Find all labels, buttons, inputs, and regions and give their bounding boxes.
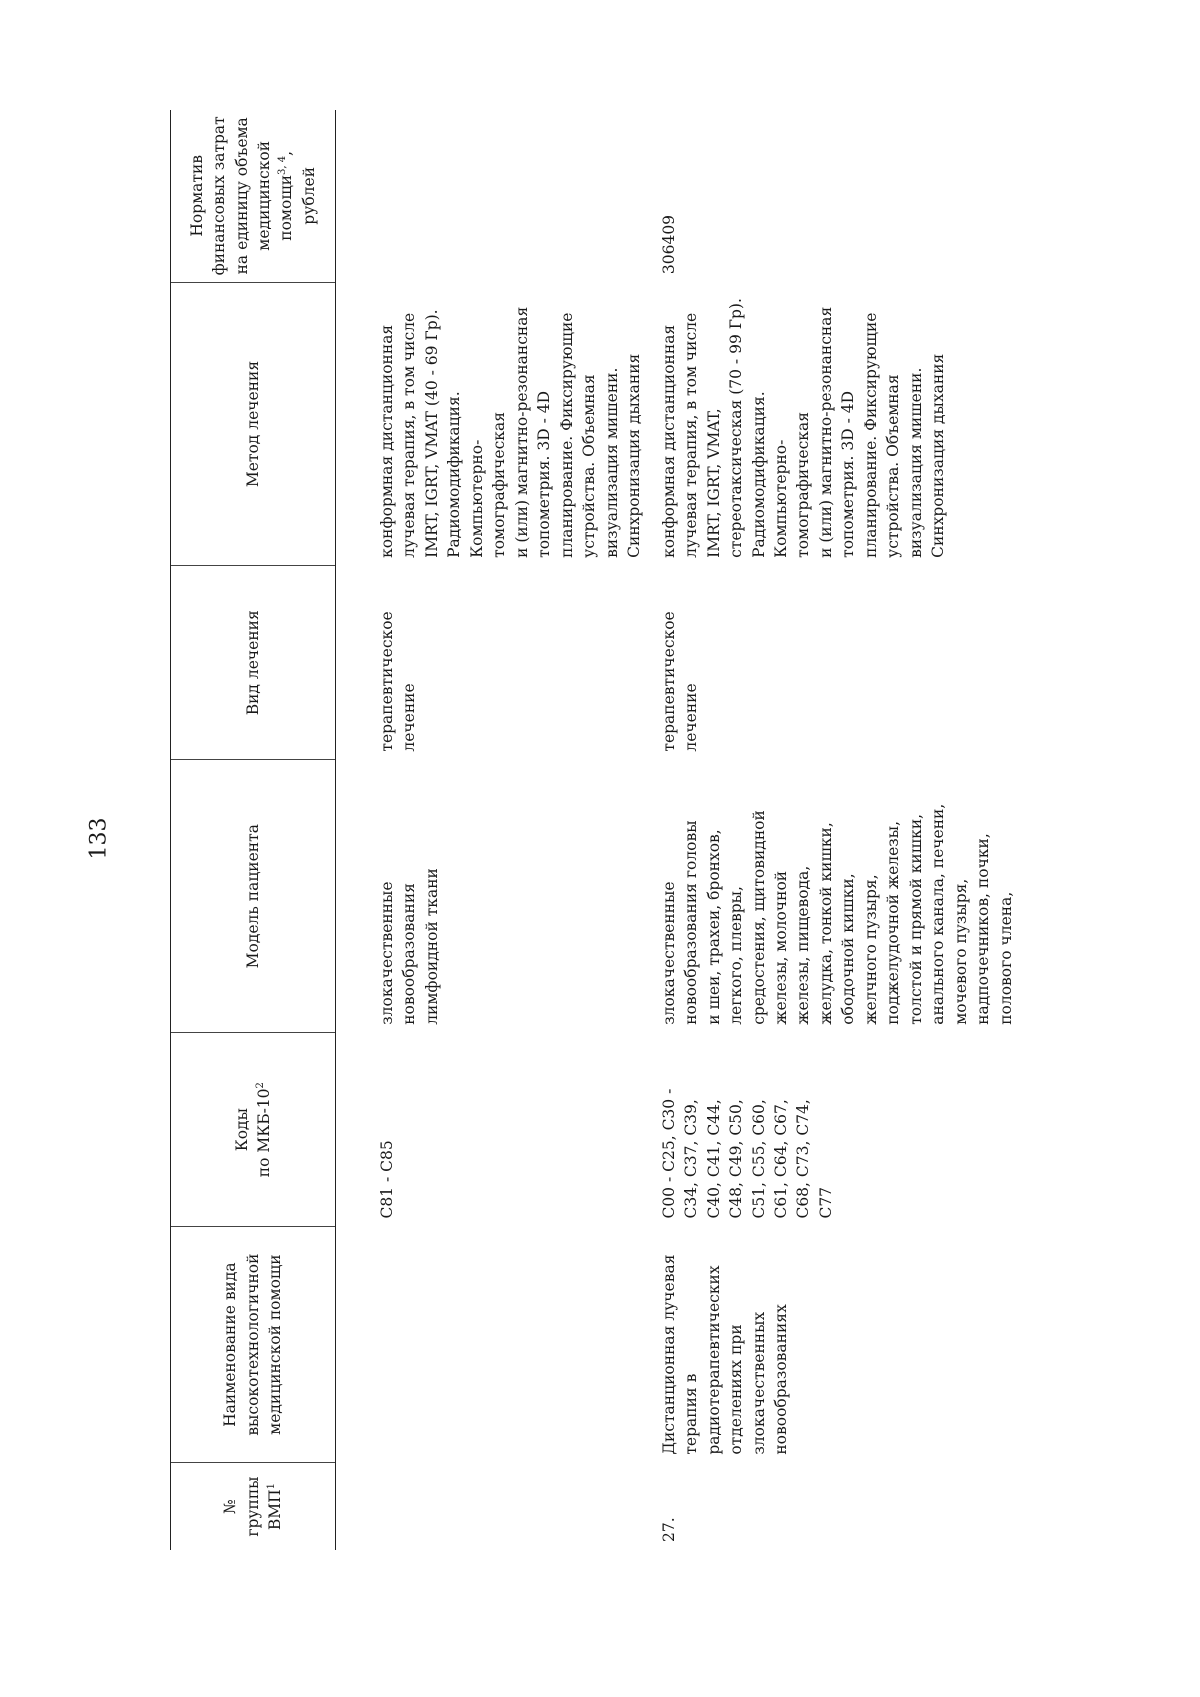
cell-treatment-method: конформная дистанционная лучевая терапия, в том числе IMRT, IGRT, VMAT, стереотаксическая (70 - 99 Гр). Радиомодификация. Компьютерно- томографическая и (или) магнитно-резонансная топометрия. 3D - 4D планирование. Фиксирующие устройства. Объемная визуализация мишени. Синхронизация дыхания — [659, 298, 948, 558]
table-header-row — [171, 110, 336, 1550]
cell-group-no — [336, 1463, 652, 1550]
cell-norm: 306409 — [659, 214, 678, 275]
header-treatment-type: Вид лечения — [171, 566, 336, 760]
header-group-no: № группы ВМП$^1$ — [171, 1463, 336, 1550]
cell-codes: C00 - C25, C30 - C34, C37, C39, C40, C41, C44, C48, C49, C50, C51, C55, C60, C61, C64, C67, C68, C73, C74, C77 — [659, 1088, 835, 1219]
cell-group-no: 27. — [659, 1517, 678, 1542]
vmp-table — [170, 110, 1023, 1550]
cell-norm — [336, 110, 652, 282]
cell-patient-model: злокачественные новообразования лимфоидной ткани — [378, 868, 441, 1025]
cell-treatment-type: терапевтическое лечение — [378, 611, 419, 752]
header-codes: Коды по МКБ-$10^2$ — [171, 1033, 336, 1227]
cell-patient-model: злокачественные новообразования головы и шеи, трахеи, бронхов, легкого, плевры, средостения, щитовидной железы, молочной железы, пищевода, желудка, тонкой кишки, ободочной кишки, желчного пузыря, поджелудочной железы, толстой и прямой кишки, анального канала, печени, мочевого пузыря, надпочечников, почки, полового члена, — [659, 803, 1015, 1025]
rotated-table-sheet — [170, 110, 1190, 1550]
cell-treatment-type: терапевтическое лечение — [659, 611, 701, 752]
table-row — [652, 110, 1024, 1550]
header-norm: Норматив финансовых затрат на единицу объема медицинской помощи$^{3, 4}$, рублей — [171, 110, 336, 282]
table-row — [336, 110, 652, 1550]
header-patient-model: Модель пациента — [171, 760, 336, 1033]
header-vmp-name: Наименование вида высокотехнологичной медицинской помощи — [171, 1227, 336, 1463]
cell-vmp-name — [336, 1227, 652, 1463]
header-treatment-method: Метод лечения — [171, 282, 336, 566]
cell-codes: C81 - C85 — [378, 1140, 396, 1219]
cell-vmp-name: Дистанционная лучевая терапия в радиотерапевтических отделениях при злокачественных новообразованиях — [659, 1254, 790, 1455]
cell-treatment-method: конформная дистанционная лучевая терапия, в том числе IMRT, IGRT, VMAT (40 - 69 Гр). Радиомодификация. Компьютерно- томографическая и (или) магнитно-резонансная топометрия. 3D - 4D планирование. Фиксирующие устройства. Объемная визуализация мишени. Синхронизация дыхания — [378, 306, 644, 558]
page-number: 133 — [86, 817, 112, 860]
